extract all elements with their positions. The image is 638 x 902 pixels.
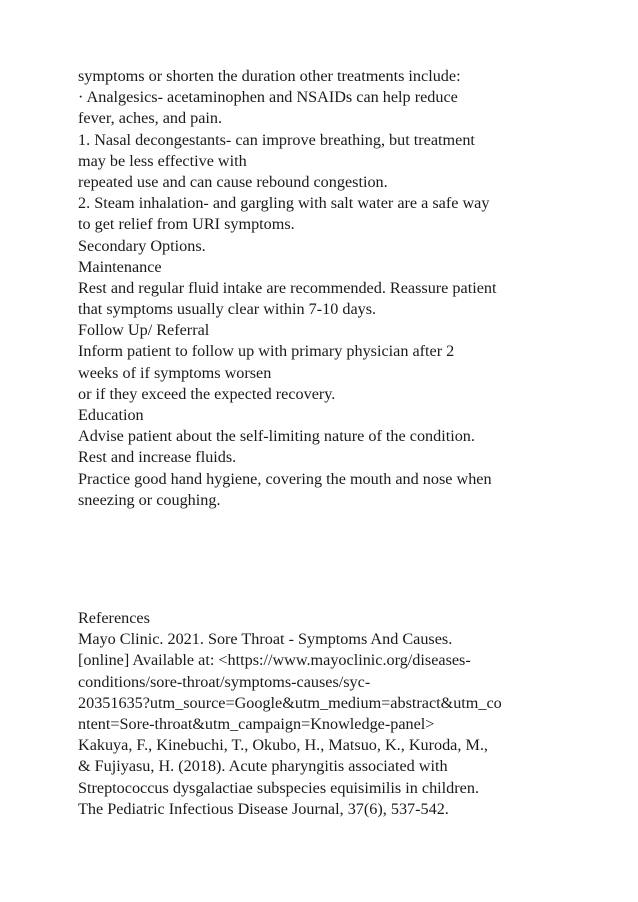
section-heading-education: Education <box>78 406 144 424</box>
reference-line: 20351635?utm_source=Google&utm_medium=abstract&utm_co <box>78 693 502 712</box>
body-line: weeks of if symptoms worsen <box>78 363 272 382</box>
body-line: repeated use and can cause rebound congestion. <box>78 172 388 191</box>
reference-line: & Fujiyasu, H. (2018). Acute pharyngitis associated with <box>78 757 448 776</box>
body-line: may be less effective with <box>78 151 247 170</box>
treatment-section <box>78 66 578 511</box>
section-heading-follow-up: Follow Up/ Referral <box>78 321 210 340</box>
body-line: fever, aches, and pain. <box>78 109 223 128</box>
reference-line: Kakuya, F., Kinebuchi, T., Okubo, H., Matsuo, K., Kuroda, M., <box>78 736 488 755</box>
reference-line: Mayo Clinic. 2021. Sore Throat - Symptoms And Causes. <box>78 630 453 649</box>
references-section <box>78 608 578 820</box>
body-line: sneezing or coughing. <box>78 490 221 509</box>
body-line: Practice good hand hygiene, covering the mouth and nose when <box>78 469 492 488</box>
body-line: to get relief from URI symptoms. <box>78 215 295 234</box>
reference-line: ntent=Sore-throat&utm_campaign=Knowledge-panel> <box>78 714 435 733</box>
body-line: 2. Steam inhalation- and gargling with salt water are a safe way <box>78 194 490 213</box>
body-line: symptoms or shorten the duration other treatments include: <box>78 67 461 85</box>
section-heading-secondary-options: Secondary Options. <box>78 236 206 255</box>
body-line: that symptoms usually clear within 7-10 days. <box>78 300 377 319</box>
reference-line: The Pediatric Infectious Disease Journal, 37(6), 537-542. <box>78 799 449 818</box>
references-heading: References <box>78 609 150 627</box>
body-line: Inform patient to follow up with primary physician after 2 <box>78 342 455 361</box>
body-line: 1. Nasal decongestants- can improve breathing, but treatment <box>78 130 475 149</box>
reference-line: Streptococcus dysgalactiae subspecies equisimilis in children. <box>78 778 479 797</box>
section-heading-maintenance: Maintenance <box>78 257 162 276</box>
body-line: Rest and regular fluid intake are recommended. Reassure patient <box>78 278 497 297</box>
body-line: or if they exceed the expected recovery. <box>78 384 336 403</box>
reference-line: [online] Available at: <https://www.mayoclinic.org/diseases- <box>78 651 471 670</box>
body-line: Rest and increase fluids. <box>78 448 237 467</box>
reference-line: conditions/sore-throat/symptoms-causes/syc- <box>78 672 371 691</box>
body-line: Advise patient about the self-limiting nature of the condition. <box>78 427 475 446</box>
body-line: · Analgesics- acetaminophen and NSAIDs can help reduce <box>78 88 458 107</box>
